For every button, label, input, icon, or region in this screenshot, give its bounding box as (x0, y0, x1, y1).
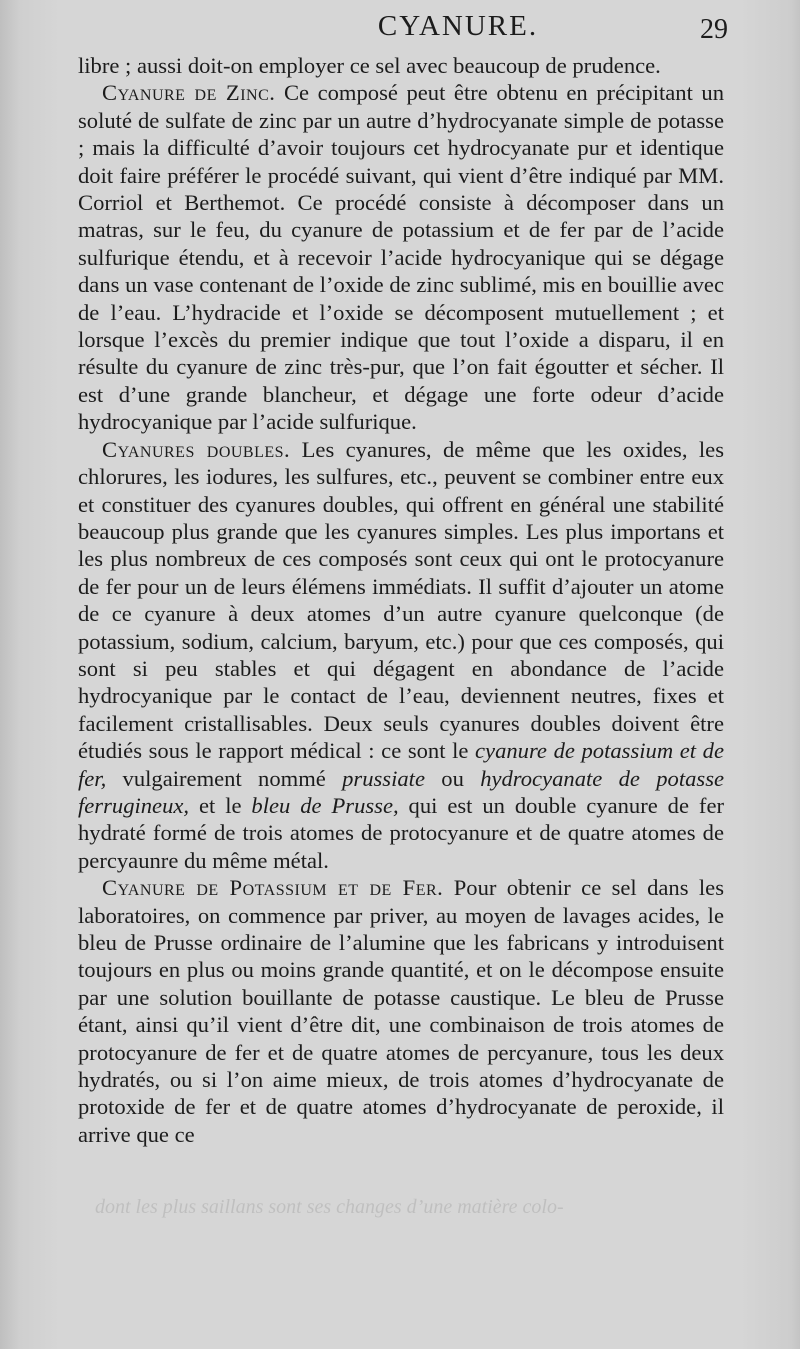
paragraph-text: Les cyanures, de même que les oxides, les chlorures, les iodures, les sulfures, etc., peuvent se combiner entre eux et constituer des cyanures doubles, qui offrent en général une stabilité beaucoup plus grande que les cyanures simples. Les plus importans et les plus nombreux de ces composés sont ceux qui ont le protocyanure de fer pour un de leurs élémens immédiats. Il suffit d’ajouter un atome de ce cyanure à deux atomes d’un autre cyanure quelconque (de potassium, sodium, calcium, baryum, etc.) pour que ces composés, qui sont si peu stables et qui dégagent en abondance de l’acide hydrocyanique par le contact de l’eau, deviennent neutres, fixes et facilement cristallisables. Deux seuls cyanures doubles doivent être étudiés sous le rapport médical : ce sont le (78, 436, 725, 764)
paragraph-text: vulgairement nommé (106, 765, 343, 791)
paragraph-text: Pour obtenir ce sel dans les laboratoires, on commence par priver, au moyen de lavages acides, le bleu de Prusse ordinaire de l’alumine que les fabricans y introduisent toujours en plus ou moins grande quantité, et on le décompose ensuite par une solution bouillante de potasse caustique. Le bleu de Prusse étant, ainsi qu’il vient d’être dit, une combinaison de trois atomes de protocyanure de fer et de quatre atomes de percyanure, tous les deux hydratés, ou si l’on aime mieux, de trois atomes d’hydrocyanate de protoxide de fer et de quatre atomes d’hydrocyanate de peroxide, il arrive que ce (78, 875, 724, 1147)
paragraph-continuation (78, 52, 724, 79)
paragraph-cyanure-de-zinc (78, 79, 724, 435)
italic-term: hydrocyanate de potasse ferrugineux, (78, 765, 725, 818)
paragraph-text: Ce composé peut être obtenu en précipitant un soluté de sulfate de zinc par un autre d’hydrocyanate simple de potasse ; mais la difficulté d’avoir toujours cet hydrocyanate pur et identique doit faire préférer le procédé suivant, qui vient d’être indiqué par MM. Corriol et Berthemot. Ce procédé consiste à décomposer dans un matras, sur le feu, du cyanure de potassium et de fer par de l’acide sulfurique étendu, et à recevoir l’acide hydrocyanique qui se dégage dans un vase contenant de l’oxide de zinc sublimé, mis en bouillie avec de l’eau. L’hydracide et l’oxide se décomposent mutuellement ; et lorsque l’excès du premier indique que tout l’oxide a disparu, il en résulte du cyanure de zinc très-pur, que l’on fait égoutter et sécher. Il est d’une grande blancheur, et dégage une forte odeur d’acide hydrocyanique par l’acide sulfurique. (78, 80, 724, 435)
page-header (78, 8, 728, 48)
paragraph-text: et le (189, 792, 252, 818)
paragraph-text: qui est un double cyanure de fer hydraté formé de trois atomes de protocyanure et de quatre atomes de percyaunre du même métal. (78, 792, 724, 873)
section-heading: Cyanure de Potassium et de Fer. (102, 875, 444, 901)
body-text (78, 52, 724, 1148)
paragraph-text: libre ; aussi doit-on employer ce sel avec beaucoup de prudence. (78, 53, 661, 78)
italic-term: prussiate (342, 765, 425, 791)
running-title: CYANURE. (377, 10, 539, 42)
italic-term: cyanure de potassium et de fer, (78, 738, 724, 791)
italic-term: bleu de Prusse, (251, 792, 399, 818)
paragraph-cyanure-potassium-fer (78, 874, 724, 1148)
paragraph-cyanures-doubles (78, 436, 724, 875)
paragraph-text: ou (424, 765, 481, 791)
section-heading: Cyanures doubles. (102, 436, 291, 462)
section-heading: Cyanure de Zinc. (102, 80, 276, 106)
page-number: 29 (700, 14, 728, 45)
show-through-text: dont les plus saillans sont ses changes d’une matière colo- (95, 1196, 564, 1218)
